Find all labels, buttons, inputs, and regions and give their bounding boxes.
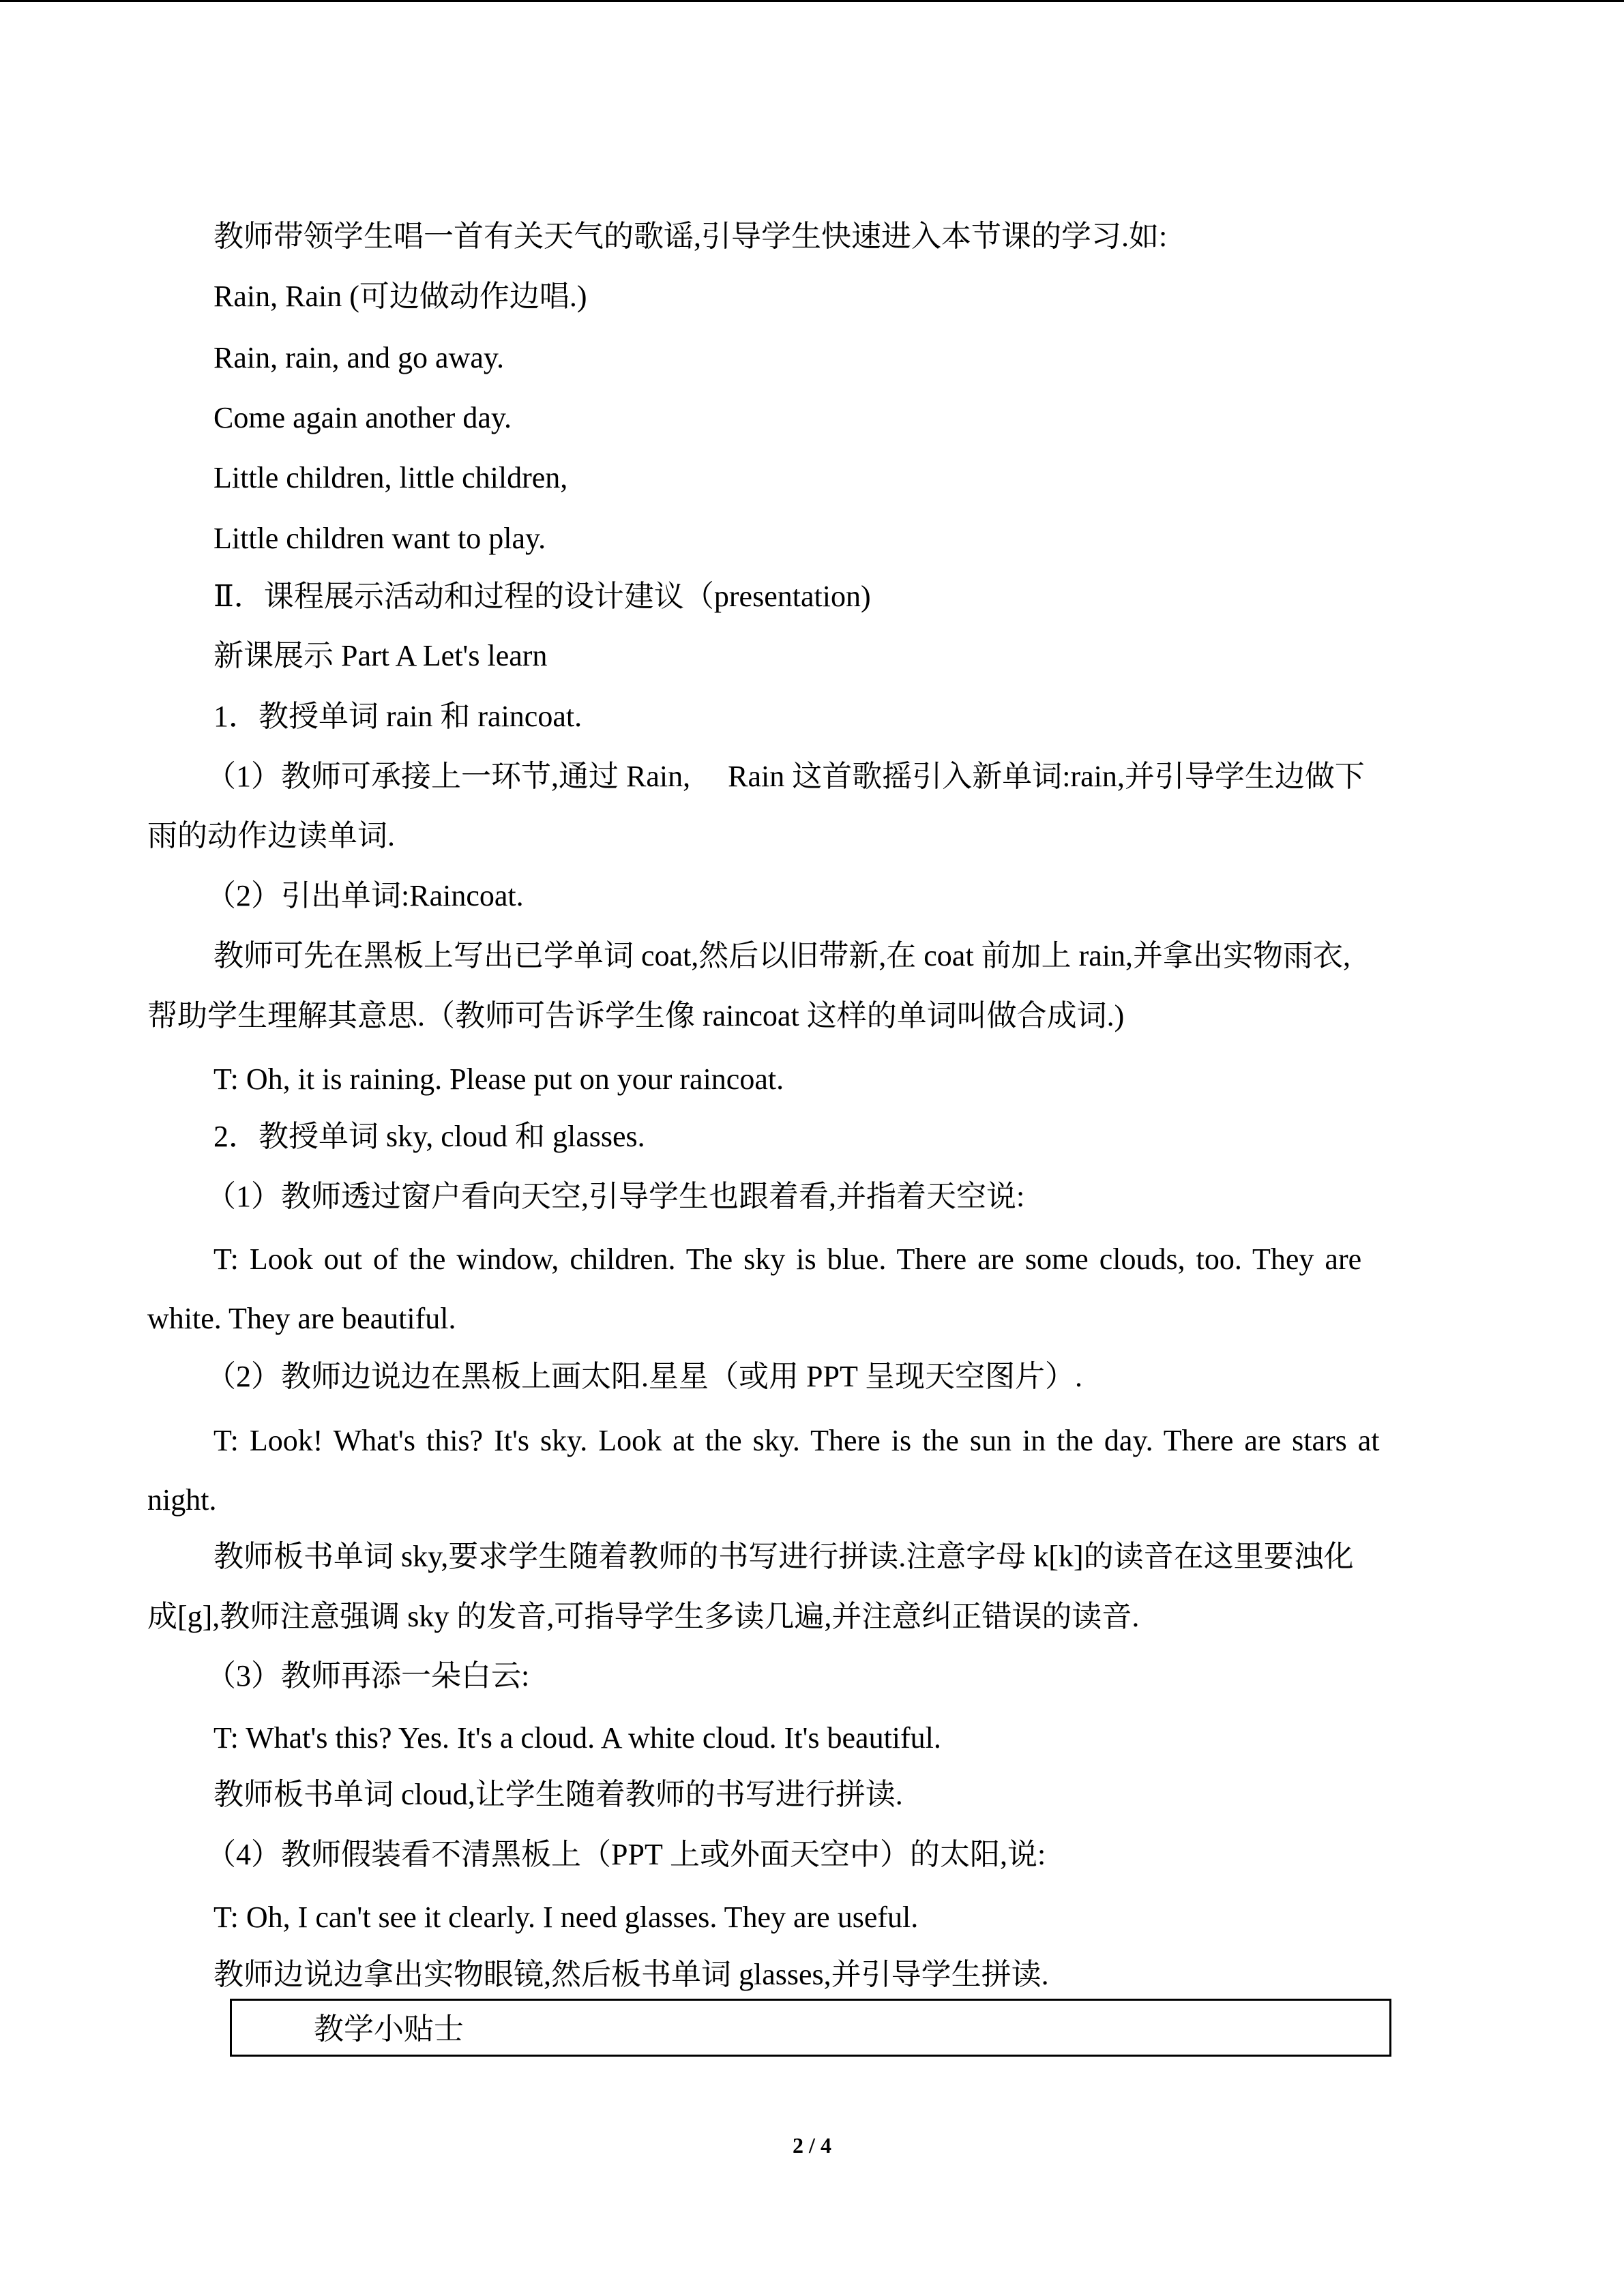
body-paragraph-continuation: 成[g],教师注意强调 sky 的发音,可指导学生多读几遍,并注意纠正错误的读音. bbox=[147, 1600, 1140, 1633]
body-paragraph: 教师可先在黑板上写出已学单词 coat,然后以旧带新,在 coat 前加上 rain,并拿出实物雨衣, bbox=[213, 939, 1350, 972]
body-paragraph: 教师板书单词 cloud,让学生随着教师的书写进行拼读. bbox=[213, 1778, 903, 1811]
song-lyric-line: Come again another day. bbox=[213, 401, 512, 434]
step-heading: 1．教授单词 rain 和 raincoat. bbox=[213, 700, 582, 733]
song-lyric-line: Little children, little children, bbox=[213, 461, 568, 494]
song-lyric-line: Little children want to play. bbox=[213, 522, 546, 555]
step-paragraph: （4）教师假装看不清黑板上（PPT 上或外面天空中）的太阳,说: bbox=[206, 1838, 1046, 1871]
dialogue-line: T: Look out of the window, children. The sky is blue. There are some clouds, too. They are bbox=[213, 1242, 1362, 1276]
body-paragraph: 教师板书单词 sky,要求学生随着教师的书写进行拼读.注意字母 k[k]的读音在这里要浊化 bbox=[213, 1540, 1354, 1573]
step-paragraph: （2）引出单词:Raincoat. bbox=[206, 879, 524, 912]
song-lyric-line: Rain, rain, and go away. bbox=[213, 341, 505, 374]
section-heading: Ⅱ．课程展示活动和过程的设计建议（presentation) bbox=[213, 580, 871, 613]
step-paragraph: （1）教师透过窗户看向天空,引导学生也跟着看,并指着天空说: bbox=[206, 1180, 1025, 1213]
subsection-heading: 新课展示 Part A Let's learn bbox=[213, 639, 548, 672]
body-paragraph: 教师边说边拿出实物眼镜,然后板书单词 glasses,并引导学生拼读. bbox=[213, 1958, 1049, 1991]
dialogue-line-continuation: night. bbox=[147, 1483, 217, 1517]
step-paragraph-continuation: 雨的动作边读单词. bbox=[147, 819, 395, 852]
dialogue-line-continuation: white. They are beautiful. bbox=[147, 1302, 456, 1335]
dialogue-line: T: What's this? Yes. It's a cloud. A white cloud. It's beautiful. bbox=[213, 1721, 941, 1755]
song-title-line: Rain, Rain (可边做动作边唱.) bbox=[213, 280, 587, 313]
intro-paragraph: 教师带领学生唱一首有关天气的歌谣,引导学生快速进入本节课的学习.如: bbox=[213, 220, 1168, 253]
dialogue-line: T: Look! What's this? It's sky. Look at the sky. There is the sun in the day. There are stars at bbox=[213, 1424, 1380, 1457]
step-paragraph: （2）教师边说边在黑板上画太阳.星星（或用 PPT 呈现天空图片）. bbox=[206, 1360, 1083, 1393]
dialogue-line: T: Oh, it is raining. Please put on your raincoat. bbox=[213, 1062, 784, 1096]
body-paragraph-continuation: 帮助学生理解其意思.（教师可告诉学生像 raincoat 这样的单词叫做合成词.) bbox=[147, 999, 1125, 1032]
step-heading: 2．教授单词 sky, cloud 和 glasses. bbox=[213, 1120, 645, 1153]
top-border-rule bbox=[0, 0, 1624, 2]
step-paragraph: （1）教师可承接上一环节,通过 Rain, Rain 这首歌摇引入新单词:rain,并引导学生边做下 bbox=[206, 760, 1365, 793]
page-number: 2 / 4 bbox=[793, 2133, 831, 2158]
teaching-tips-title: 教学小贴士 bbox=[314, 2012, 464, 2046]
step-paragraph: （3）教师再添一朵白云: bbox=[206, 1659, 530, 1693]
teaching-tips-box bbox=[230, 1999, 1391, 2057]
dialogue-line: T: Oh, I can't see it clearly. I need glasses. They are useful. bbox=[213, 1900, 919, 1934]
